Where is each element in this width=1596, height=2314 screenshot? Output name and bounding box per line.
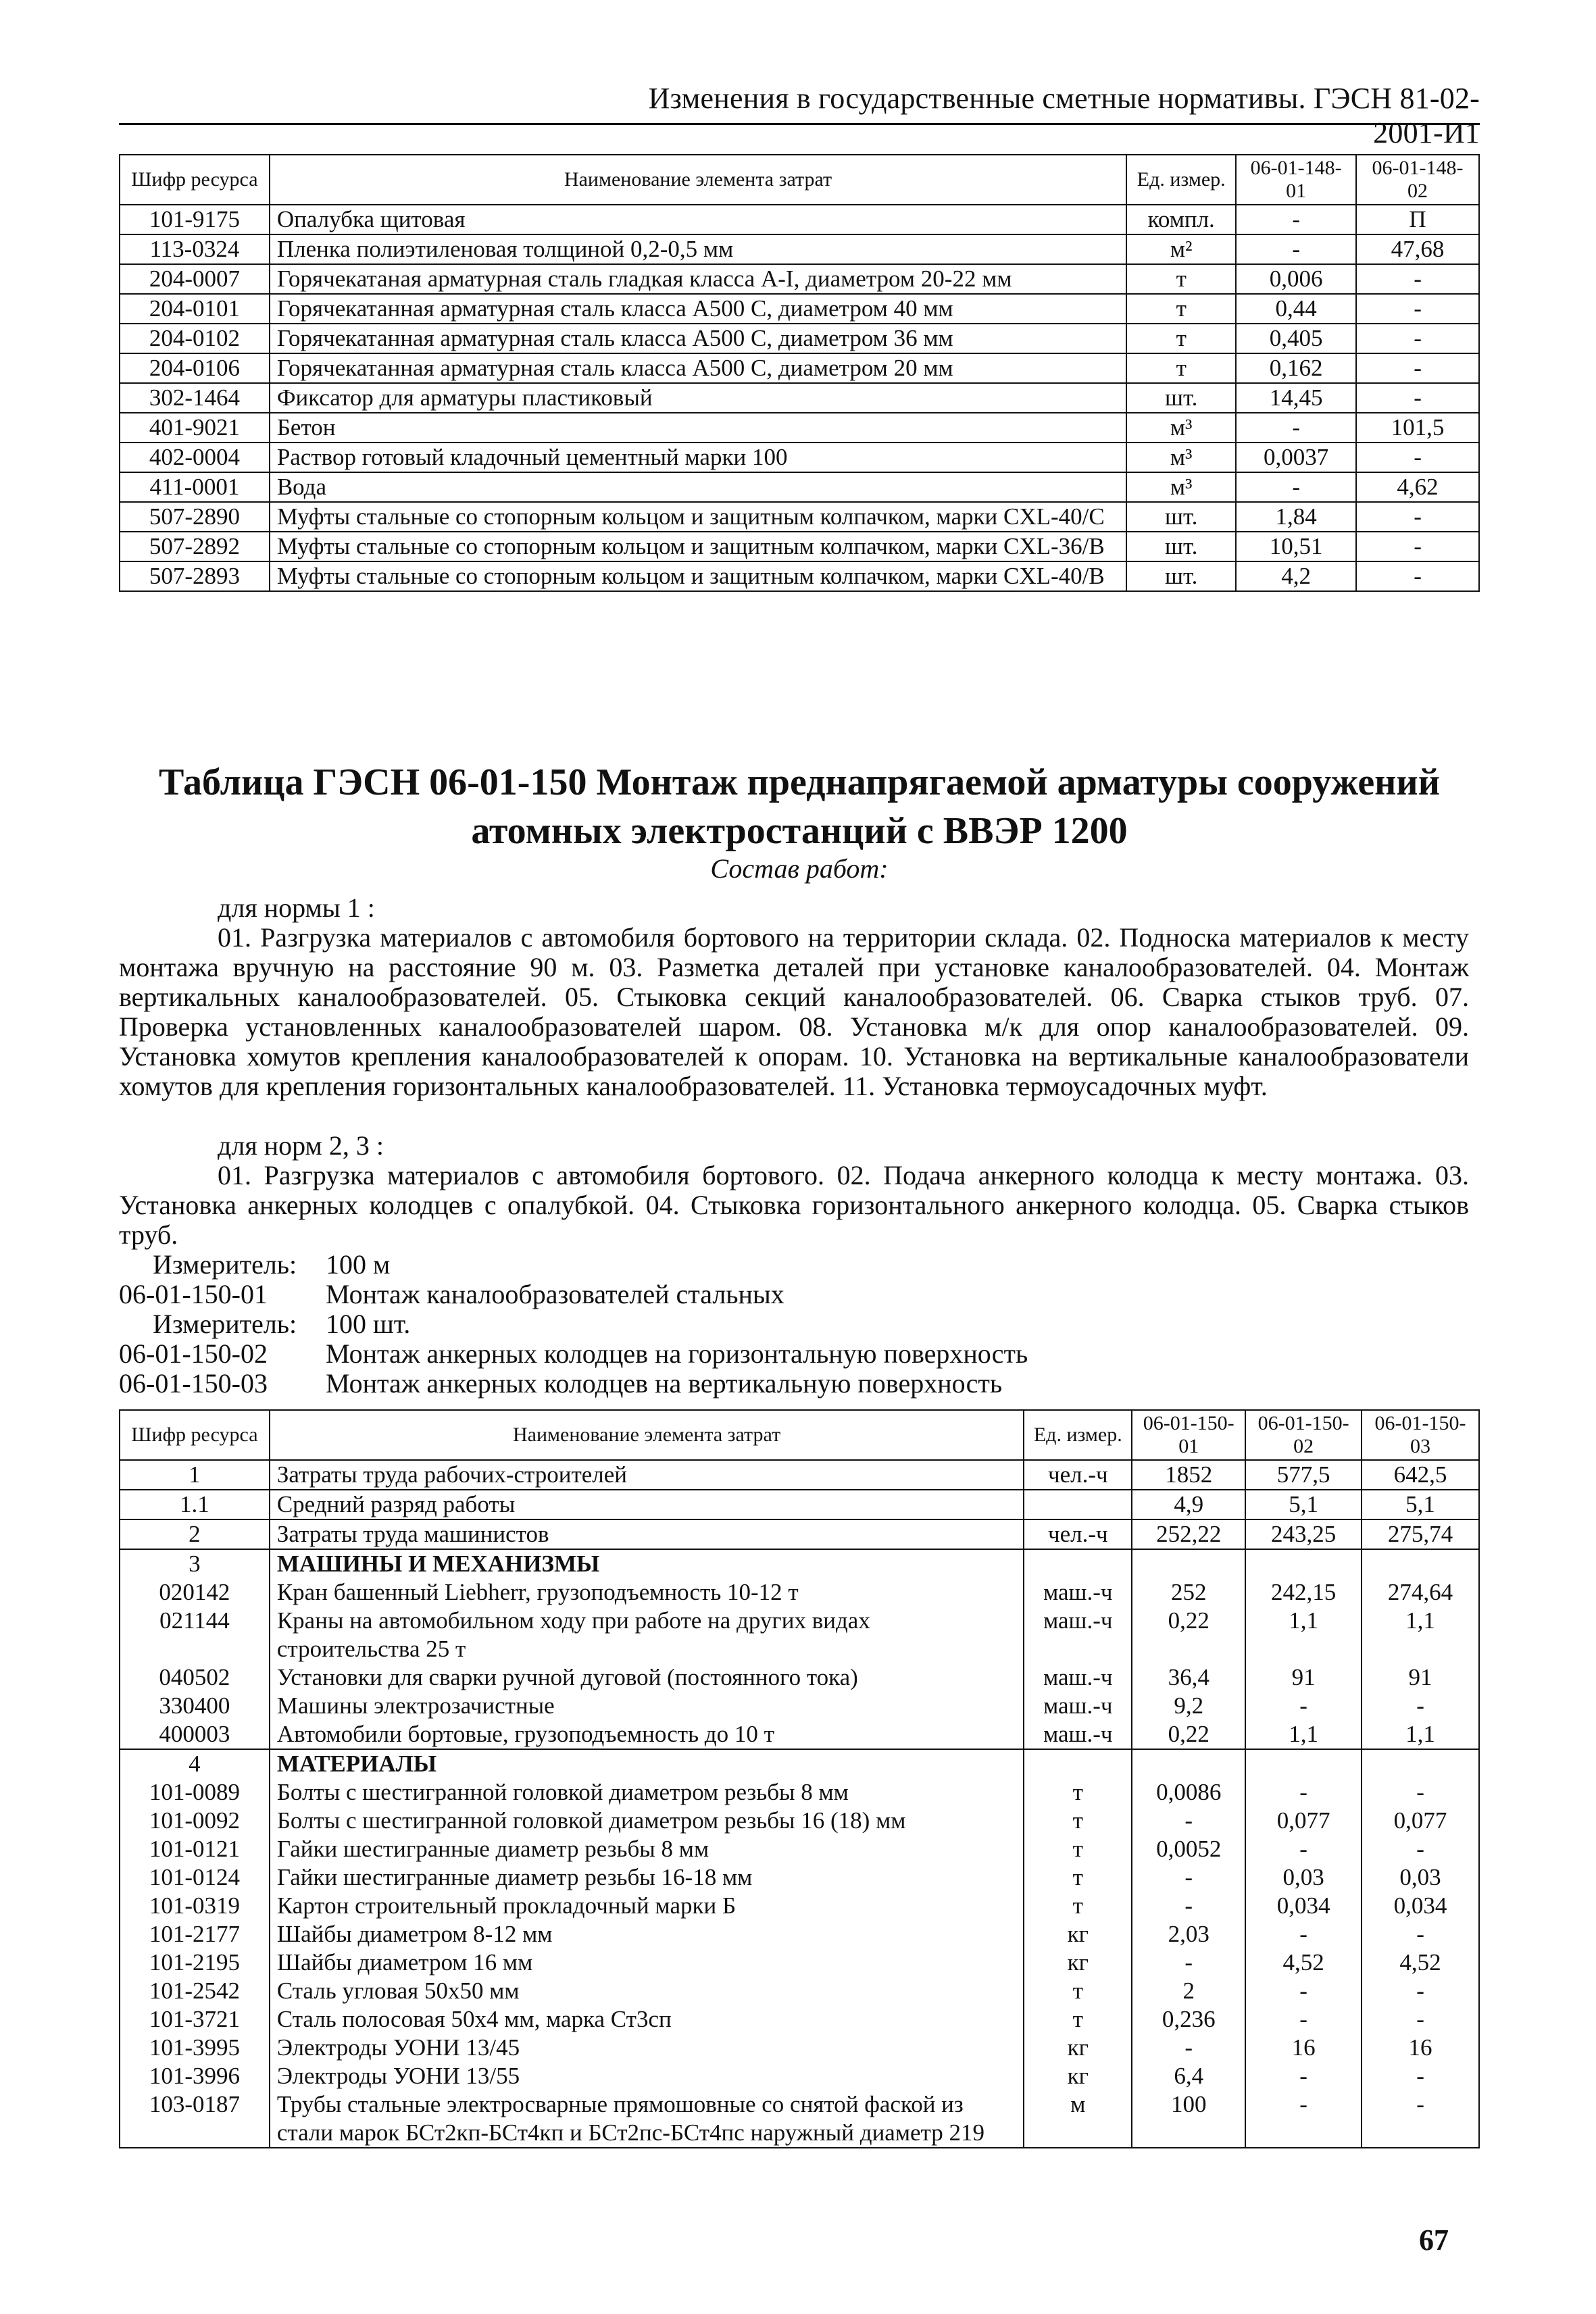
cell-v2: - bbox=[1245, 1977, 1362, 2005]
cell-name: Муфты стальные со стопорным кольцом и защитным колпачком, марки CXL-36/B bbox=[270, 532, 1126, 561]
cell-v2: 1,1 bbox=[1245, 1607, 1362, 1663]
table-header-row bbox=[120, 155, 1479, 205]
cell-name: Затраты труда машинистов bbox=[270, 1519, 1024, 1549]
table-row bbox=[120, 383, 1479, 413]
cell-unit: т bbox=[1024, 1977, 1132, 2005]
cell-v1: 14,45 bbox=[1236, 383, 1356, 413]
for-norm-2-3-text: для норм 2, 3 : bbox=[218, 1130, 384, 1161]
cell-name: Пленка полиэтиленовая толщиной 0,2-0,5 мм bbox=[270, 234, 1126, 264]
cell-v3: 5,1 bbox=[1362, 1490, 1479, 1519]
cell-v2: - bbox=[1356, 532, 1479, 561]
cell-v2: - bbox=[1245, 2005, 1362, 2034]
table-row bbox=[120, 2090, 1479, 2148]
cell-code: 101-0319 bbox=[120, 1892, 270, 1920]
cell-unit: маш.-ч bbox=[1024, 1607, 1132, 1663]
cell-name: Болты с шестигранной головкой диаметром резьбы 8 мм bbox=[270, 1778, 1024, 1807]
cell-v2: - bbox=[1245, 1692, 1362, 1720]
column-header: Наименование элемента затрат bbox=[270, 1410, 1024, 1460]
cell-name: Трубы стальные электросварные прямошовные со снятой фаской из стали марок БСт2кп-БСт4кп и БСт2пс-БСт4пс наружный диаметр 219 bbox=[270, 2090, 1024, 2148]
cell-name: Горячекатаная арматурная сталь гладкая класса А-I, диаметром 20-22 мм bbox=[270, 264, 1126, 294]
cell-v2: - bbox=[1245, 1835, 1362, 1863]
cell-unit: т bbox=[1024, 1835, 1132, 1863]
cell-code: 020142 bbox=[120, 1578, 270, 1607]
cell-v1: 252,22 bbox=[1132, 1519, 1245, 1549]
cell-v3: 0,034 bbox=[1362, 1892, 1479, 1920]
cell-unit: т bbox=[1024, 1892, 1132, 1920]
table-title: Таблица ГЭСН 06-01-150 Монтаж преднапрягаемой арматуры сооружений атомных электростанций с ВВЭР 1200 bbox=[159, 761, 1440, 852]
cell-v1: 0,006 bbox=[1236, 264, 1356, 294]
cell-code: 101-0092 bbox=[120, 1807, 270, 1835]
cell-v2: - bbox=[1356, 561, 1479, 591]
column-header: Ед. измер. bbox=[1024, 1410, 1132, 1460]
table-row bbox=[120, 234, 1479, 264]
cell-v2: 16 bbox=[1245, 2034, 1362, 2062]
column-header: 06-01-150-02 bbox=[1245, 1410, 1362, 1460]
table-row bbox=[120, 2034, 1479, 2062]
cell-unit: т bbox=[1024, 2005, 1132, 2034]
cell-code: 330400 bbox=[120, 1692, 270, 1720]
cell-unit: шт. bbox=[1126, 383, 1236, 413]
cell-v1: 0,405 bbox=[1236, 324, 1356, 353]
table-row bbox=[120, 1977, 1479, 2005]
cell-v1: 0,0037 bbox=[1236, 443, 1356, 472]
cell-v3: - bbox=[1362, 1778, 1479, 1807]
cell-v2: - bbox=[1245, 2090, 1362, 2148]
cell-name: Краны на автомобильном ходу при работе на других видах строительства 25 т bbox=[270, 1607, 1024, 1663]
cell-v1: - bbox=[1236, 472, 1356, 502]
cell-v2: П bbox=[1356, 205, 1479, 234]
page-number: 67 bbox=[1419, 2223, 1449, 2257]
cell-v3: - bbox=[1362, 1692, 1479, 1720]
table-row bbox=[120, 472, 1479, 502]
cell-code: 411-0001 bbox=[120, 472, 270, 502]
cell-code: 101-0089 bbox=[120, 1778, 270, 1807]
column-header: 06-01-150-03 bbox=[1362, 1410, 1479, 1460]
table-row bbox=[120, 1920, 1479, 1948]
table-row bbox=[120, 264, 1479, 294]
table-row bbox=[120, 1607, 1479, 1663]
cell-name: Горячекатанная арматурная сталь класса А500 С, диаметром 20 мм bbox=[270, 353, 1126, 383]
table-row bbox=[120, 324, 1479, 353]
column-header: Наименование элемента затрат bbox=[270, 155, 1126, 205]
cell-name: Сталь угловая 50х50 мм bbox=[270, 1977, 1024, 2005]
cell-v2 bbox=[1245, 1549, 1362, 1578]
cell-v2: 4,52 bbox=[1245, 1948, 1362, 1977]
cell-code: 101-9175 bbox=[120, 205, 270, 234]
cell-unit: кг bbox=[1024, 2062, 1132, 2090]
table-row bbox=[120, 413, 1479, 443]
table-row bbox=[120, 1460, 1479, 1490]
cell-v2: 0,077 bbox=[1245, 1807, 1362, 1835]
running-header: Изменения в государственные сметные нормативы. ГЭСН 81-02-2001-И1 bbox=[648, 82, 1480, 149]
cell-v2: 1,1 bbox=[1245, 1720, 1362, 1749]
norm-2-3-work-list bbox=[119, 1161, 1469, 1250]
table-row bbox=[120, 1835, 1479, 1863]
cell-unit: чел.-ч bbox=[1024, 1519, 1132, 1549]
cell-unit: кг bbox=[1024, 1948, 1132, 1977]
cell-unit: т bbox=[1024, 1863, 1132, 1892]
cell-v3: - bbox=[1362, 1920, 1479, 1948]
cell-unit: шт. bbox=[1126, 502, 1236, 532]
cell-v1: 100 bbox=[1132, 2090, 1245, 2148]
table-row bbox=[120, 1749, 1479, 1778]
cell-v2: - bbox=[1356, 443, 1479, 472]
cell-unit: т bbox=[1126, 324, 1236, 353]
meter-value-1: 100 м bbox=[326, 1249, 391, 1280]
norm-1-work-list bbox=[119, 923, 1469, 1101]
cell-v3: 1,1 bbox=[1362, 1607, 1479, 1663]
cell-code: 1 bbox=[120, 1460, 270, 1490]
table-row bbox=[120, 1578, 1479, 1607]
cell-unit bbox=[1024, 1549, 1132, 1578]
cell-unit: шт. bbox=[1126, 561, 1236, 591]
norm-code-3: 06-01-150-03 bbox=[119, 1368, 268, 1399]
cell-v2: - bbox=[1356, 383, 1479, 413]
norm-2-3-work-text: 01. Разгрузка материалов с автомобиля бортового. 02. Подача анкерного колодца к месту монтажа. 03. Установка анкерных колодцев с опалубкой. 04. Стыковка горизонтального анкерного колодца. 05. Сварка стыков труб. bbox=[119, 1160, 1469, 1250]
cell-v1: - bbox=[1236, 234, 1356, 264]
cell-v1: - bbox=[1132, 1863, 1245, 1892]
cell-v3: 16 bbox=[1362, 2034, 1479, 2062]
cell-v3: - bbox=[1362, 2062, 1479, 2090]
for-norm-1-label bbox=[119, 893, 1469, 923]
cell-v3 bbox=[1362, 1749, 1479, 1778]
cell-v3: - bbox=[1362, 1977, 1479, 2005]
cell-v2: 0,03 bbox=[1245, 1863, 1362, 1892]
cell-unit bbox=[1024, 1749, 1132, 1778]
cell-v1: 1,84 bbox=[1236, 502, 1356, 532]
cell-code: 401-9021 bbox=[120, 413, 270, 443]
meter-label-1: Измеритель: bbox=[153, 1249, 297, 1280]
cell-v2: - bbox=[1356, 502, 1479, 532]
table-row bbox=[120, 353, 1479, 383]
cell-v2: - bbox=[1245, 1778, 1362, 1807]
cell-v3: 0,077 bbox=[1362, 1807, 1479, 1835]
cell-v1: - bbox=[1236, 205, 1356, 234]
table-row bbox=[120, 2005, 1479, 2034]
cell-code: 101-3995 bbox=[120, 2034, 270, 2062]
cell-v2: 47,68 bbox=[1356, 234, 1479, 264]
cell-code: 101-0121 bbox=[120, 1835, 270, 1863]
cell-v1: 4,9 bbox=[1132, 1490, 1245, 1519]
cell-code: 101-2542 bbox=[120, 1977, 270, 2005]
cell-v1: 0,236 bbox=[1132, 2005, 1245, 2034]
cell-name: Шайбы диаметром 8-12 мм bbox=[270, 1920, 1024, 1948]
cell-unit: шт. bbox=[1126, 532, 1236, 561]
cell-name: Электроды УОНИ 13/45 bbox=[270, 2034, 1024, 2062]
cell-v2: - bbox=[1356, 294, 1479, 324]
cell-code: 402-0004 bbox=[120, 443, 270, 472]
cell-v3: - bbox=[1362, 2090, 1479, 2148]
cell-name: Шайбы диаметром 16 мм bbox=[270, 1948, 1024, 1977]
cell-v2: 91 bbox=[1245, 1663, 1362, 1692]
cell-name: Установки для сварки ручной дуговой (постоянного тока) bbox=[270, 1663, 1024, 1692]
cell-name: Горячекатанная арматурная сталь класса А500 С, диаметром 36 мм bbox=[270, 324, 1126, 353]
cell-code: 4 bbox=[120, 1749, 270, 1778]
table-row bbox=[120, 561, 1479, 591]
cell-code: 204-0007 bbox=[120, 264, 270, 294]
table-row bbox=[120, 532, 1479, 561]
cell-unit: м³ bbox=[1126, 413, 1236, 443]
cell-v1: 0,162 bbox=[1236, 353, 1356, 383]
cell-v1: 2 bbox=[1132, 1977, 1245, 2005]
cell-unit: т bbox=[1126, 353, 1236, 383]
resources-table-150 bbox=[119, 1409, 1480, 2148]
cell-v3: 274,64 bbox=[1362, 1578, 1479, 1607]
cell-unit bbox=[1024, 1490, 1132, 1519]
cell-v3: 1,1 bbox=[1362, 1720, 1479, 1749]
cell-unit: т bbox=[1024, 1778, 1132, 1807]
cell-name: Бетон bbox=[270, 413, 1126, 443]
for-norm-1-text: для нормы 1 : bbox=[218, 892, 375, 923]
cell-name: Раствор готовый кладочный цементный марки 100 bbox=[270, 443, 1126, 472]
norm-code-2: 06-01-150-02 bbox=[119, 1338, 268, 1369]
cell-v1: - bbox=[1132, 1807, 1245, 1835]
cell-code: 507-2892 bbox=[120, 532, 270, 561]
table-row bbox=[120, 1807, 1479, 1835]
cell-v1: 10,51 bbox=[1236, 532, 1356, 561]
cell-name: Гайки шестигранные диаметр резьбы 16-18 мм bbox=[270, 1863, 1024, 1892]
cell-v1: - bbox=[1132, 1948, 1245, 1977]
cell-v3: 4,52 bbox=[1362, 1948, 1479, 1977]
cell-code: 507-2890 bbox=[120, 502, 270, 532]
cell-code: 204-0106 bbox=[120, 353, 270, 383]
cell-name: Картон строительный прокладочный марки Б bbox=[270, 1892, 1024, 1920]
column-header: Шифр ресурса bbox=[120, 1410, 270, 1460]
cell-unit: чел.-ч bbox=[1024, 1460, 1132, 1490]
cell-v1 bbox=[1132, 1549, 1245, 1578]
table-row bbox=[120, 294, 1479, 324]
cell-name: Опалубка щитовая bbox=[270, 205, 1126, 234]
cell-v1: - bbox=[1132, 2034, 1245, 2062]
cell-v1: - bbox=[1236, 413, 1356, 443]
cell-code: 2 bbox=[120, 1519, 270, 1549]
cell-v1: 0,22 bbox=[1132, 1720, 1245, 1749]
table-row bbox=[120, 1892, 1479, 1920]
column-header: Шифр ресурса bbox=[120, 155, 270, 205]
cell-v2: - bbox=[1245, 1920, 1362, 1948]
cell-name: Электроды УОНИ 13/55 bbox=[270, 2062, 1024, 2090]
cell-unit: м² bbox=[1126, 234, 1236, 264]
cell-v1 bbox=[1132, 1749, 1245, 1778]
cell-v1: 6,4 bbox=[1132, 2062, 1245, 2090]
cell-unit: маш.-ч bbox=[1024, 1663, 1132, 1692]
cell-v3: 91 bbox=[1362, 1663, 1479, 1692]
cell-v2: - bbox=[1356, 353, 1479, 383]
cell-name: Муфты стальные со стопорным кольцом и защитным колпачком, марки CXL-40/B bbox=[270, 561, 1126, 591]
cell-name: Кран башенный Liebherr, грузоподъемность 10-12 т bbox=[270, 1578, 1024, 1607]
cell-v2: 101,5 bbox=[1356, 413, 1479, 443]
cell-v2: 0,034 bbox=[1245, 1892, 1362, 1920]
cell-name: Затраты труда рабочих-строителей bbox=[270, 1460, 1024, 1490]
cell-unit: кг bbox=[1024, 2034, 1132, 2062]
cell-v3: 0,03 bbox=[1362, 1863, 1479, 1892]
cell-code: 101-3721 bbox=[120, 2005, 270, 2034]
cell-unit: т bbox=[1126, 264, 1236, 294]
column-header: 06-01-148-02 bbox=[1356, 155, 1479, 205]
cell-v2: - bbox=[1356, 264, 1479, 294]
cell-v1: 36,4 bbox=[1132, 1663, 1245, 1692]
cell-code: 101-0124 bbox=[120, 1863, 270, 1892]
norm-name-3: Монтаж анкерных колодцев на вертикальную поверхность bbox=[326, 1368, 1003, 1399]
cell-name: Муфты стальные со стопорным кольцом и защитным колпачком, марки CXL-40/C bbox=[270, 502, 1126, 532]
cell-v2: 243,25 bbox=[1245, 1519, 1362, 1549]
cell-v1: 0,44 bbox=[1236, 294, 1356, 324]
cell-name: МАШИНЫ И МЕХАНИЗМЫ bbox=[270, 1549, 1024, 1578]
cell-unit: маш.-ч bbox=[1024, 1692, 1132, 1720]
cell-unit: т bbox=[1126, 294, 1236, 324]
cell-unit: кг bbox=[1024, 1920, 1132, 1948]
norm-name-2: Монтаж анкерных колодцев на горизонтальную поверхность bbox=[326, 1338, 1028, 1369]
meter-label-2: Измеритель: bbox=[153, 1309, 297, 1339]
norm-1-work-text: 01. Разгрузка материалов с автомобиля бортового на территории склада. 02. Подноска материалов к месту монтажа вручную на расстояние 90 м. 03. Разметка деталей при установке каналообразователей. 04. Монтаж вертикальных каналообразователей. 05. Стыковка секций каналообразователей. 06. Сварка стыков труб. 07. Проверка установленных каналообразователей шаром. 08. Установка м/к для опор каналообразователей. 09. Установка хомутов крепления каналообразователей к опорам. 10. Установка на вертикальные каналообразователи хомутов для крепления горизонтальных каналообразователей. 11. Установка термоусадочных муфт. bbox=[119, 922, 1469, 1101]
table-row bbox=[120, 1720, 1479, 1749]
cell-v2: - bbox=[1245, 2062, 1362, 2090]
cell-code: 1.1 bbox=[120, 1490, 270, 1519]
table-row bbox=[120, 1519, 1479, 1549]
cell-unit: маш.-ч bbox=[1024, 1720, 1132, 1749]
cell-v3: 275,74 bbox=[1362, 1519, 1479, 1549]
cell-unit: т bbox=[1024, 1807, 1132, 1835]
cell-v3: - bbox=[1362, 2005, 1479, 2034]
cell-v1: 0,0052 bbox=[1132, 1835, 1245, 1863]
cell-code: 3 bbox=[120, 1549, 270, 1578]
cell-code: 101-2195 bbox=[120, 1948, 270, 1977]
table-row bbox=[120, 2062, 1479, 2090]
table-row bbox=[120, 1490, 1479, 1519]
header-rule bbox=[119, 123, 1480, 125]
cell-unit: м³ bbox=[1126, 443, 1236, 472]
cell-code: 101-3996 bbox=[120, 2062, 270, 2090]
cell-v1: 0,22 bbox=[1132, 1607, 1245, 1663]
cell-v1: 4,2 bbox=[1236, 561, 1356, 591]
cell-code: 113-0324 bbox=[120, 234, 270, 264]
work-composition-label: Состав работ: bbox=[710, 853, 889, 884]
table-header-row bbox=[120, 1410, 1479, 1460]
cell-code: 021144 bbox=[120, 1607, 270, 1663]
cell-v1: 252 bbox=[1132, 1578, 1245, 1607]
cell-name: Фиксатор для арматуры пластиковый bbox=[270, 383, 1126, 413]
table-row bbox=[120, 502, 1479, 532]
cell-v1: - bbox=[1132, 1892, 1245, 1920]
cell-v2 bbox=[1245, 1749, 1362, 1778]
table-row bbox=[120, 1948, 1479, 1977]
cell-code: 204-0102 bbox=[120, 324, 270, 353]
cell-code: 204-0101 bbox=[120, 294, 270, 324]
for-norm-2-3-label bbox=[119, 1131, 1469, 1161]
cell-code: 400003 bbox=[120, 1720, 270, 1749]
cell-name: Вода bbox=[270, 472, 1126, 502]
table-row bbox=[120, 1549, 1479, 1578]
cell-unit: маш.-ч bbox=[1024, 1578, 1132, 1607]
cell-v2: 4,62 bbox=[1356, 472, 1479, 502]
column-header: 06-01-150-01 bbox=[1132, 1410, 1245, 1460]
cell-v1: 2,03 bbox=[1132, 1920, 1245, 1948]
cell-unit: компл. bbox=[1126, 205, 1236, 234]
column-header: 06-01-148-01 bbox=[1236, 155, 1356, 205]
cell-name: Машины электрозачистные bbox=[270, 1692, 1024, 1720]
cell-name: Средний разряд работы bbox=[270, 1490, 1024, 1519]
meter-value-2: 100 шт. bbox=[326, 1309, 411, 1339]
cell-name: МАТЕРИАЛЫ bbox=[270, 1749, 1024, 1778]
cell-unit: м bbox=[1024, 2090, 1132, 2148]
cell-code: 101-2177 bbox=[120, 1920, 270, 1948]
cell-name: Болты с шестигранной головкой диаметром резьбы 16 (18) мм bbox=[270, 1807, 1024, 1835]
cell-name: Сталь полосовая 50х4 мм, марка Ст3сп bbox=[270, 2005, 1024, 2034]
norm-name-1: Монтаж каналообразователей стальных bbox=[326, 1279, 784, 1309]
norm-code-1: 06-01-150-01 bbox=[119, 1279, 268, 1309]
table-row bbox=[120, 1778, 1479, 1807]
table-row bbox=[120, 1692, 1479, 1720]
cell-v2: 242,15 bbox=[1245, 1578, 1362, 1607]
cell-v1: 9,2 bbox=[1132, 1692, 1245, 1720]
cell-v3: - bbox=[1362, 1835, 1479, 1863]
materials-table-148 bbox=[119, 154, 1480, 592]
cell-code: 507-2893 bbox=[120, 561, 270, 591]
table-row bbox=[120, 443, 1479, 472]
table-row bbox=[120, 1663, 1479, 1692]
cell-code: 103-0187 bbox=[120, 2090, 270, 2148]
cell-v1: 0,0086 bbox=[1132, 1778, 1245, 1807]
cell-unit: м³ bbox=[1126, 472, 1236, 502]
cell-v2: 5,1 bbox=[1245, 1490, 1362, 1519]
cell-v1: 1852 bbox=[1132, 1460, 1245, 1490]
cell-code: 302-1464 bbox=[120, 383, 270, 413]
cell-v2: - bbox=[1356, 324, 1479, 353]
table-row bbox=[120, 1863, 1479, 1892]
table-row bbox=[120, 205, 1479, 234]
cell-v3 bbox=[1362, 1549, 1479, 1578]
cell-name: Гайки шестигранные диаметр резьбы 8 мм bbox=[270, 1835, 1024, 1863]
cell-name: Горячекатанная арматурная сталь класса А500 С, диаметром 40 мм bbox=[270, 294, 1126, 324]
cell-name: Автомобили бортовые, грузоподъемность до 10 т bbox=[270, 1720, 1024, 1749]
cell-v3: 642,5 bbox=[1362, 1460, 1479, 1490]
column-header: Ед. измер. bbox=[1126, 155, 1236, 205]
cell-v2: 577,5 bbox=[1245, 1460, 1362, 1490]
cell-code: 040502 bbox=[120, 1663, 270, 1692]
